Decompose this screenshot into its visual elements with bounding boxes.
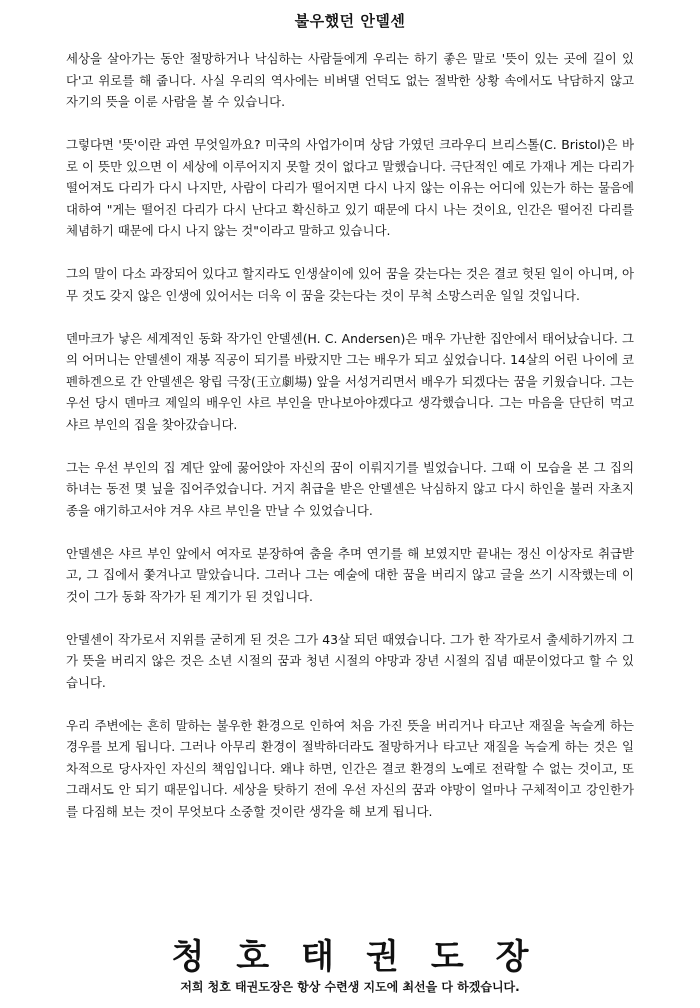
dojang-slogan: 저희 청호 태권도장은 항상 수련생 지도에 최선을 다 하겠습니다. (180, 980, 520, 994)
paragraph: 안델센은 샤르 부인 앞에서 여자로 분장하여 춤을 추며 연기를 해 보였지만 끝내는 정신 이상자로 취급받고, 그 집에서 쫓겨나고 말았습니다. 그러나 그는 예술에 대한 꿈을 버리지 않고 글을 쓰기 시작했는데 이것이 그가 동화 작가가 된 계기가 된 것입니다. (66, 545, 634, 604)
paragraph: 세상을 살아가는 동안 절망하거나 낙심하는 사람들에게 우리는 하기 좋은 말로 '뜻이 있는 곳에 길이 있다'고 위로를 해 줍니다. 사실 우리의 역사에는 비벼댈 언덕도 없는 절박한 상황 속에서도 낙담하지 않고 자기의 뜻을 이룬 사람을 볼 수 있습니다. (66, 51, 634, 109)
paragraph: 그는 우선 부인의 집 계단 앞에 꿇어앉아 자신의 꿈이 이뤄지기를 빌었습니다. 그때 이 모습을 본 그 집의 하녀는 동전 몇 닢을 집어주었습니다. 거지 취급을 받은 안델센은 낙심하지 않고 다시 하인을 불러 자초지종을 얘기하고서야 겨우 샤르 부인을 만날 수 있었습니다. (66, 459, 634, 518)
document-body (66, 48, 634, 844)
paragraph: 안델센이 작가로서 지위를 굳히게 된 것은 그가 43살 되던 때였습니다. 그가 한 작가로서 출세하기까지 그가 뜻을 버리지 않은 것은 소년 시절의 꿈과 청년 시절의 야망과 장년 시절의 집념 때문이었다고 할 수 있습니다. (66, 631, 634, 690)
paragraph: 그렇다면 '뜻'이란 과연 무엇일까요? 미국의 사업가이며 상담 가였던 크라우디 브리스톨(C. Bristol)은 바로 이 뜻만 있으면 이 세상에 이루어지지 못할 것이 없다고 말했습니다. 극단적인 예로 가재나 게는 다리가 떨어져도 다리가 다시 나지만, 사람이 다리가 떨어지면 다시 나지 않는 이유는 어디에 있는가 하는 물음에 대하여 "게는 떨어진 다리가 다시 난다고 확신하고 있기 때문에 다시 나는 것이요, 인간은 떨어진 다리를 체념하기 때문에 다시 나지 않는 것"이라고 말하고 있습니다. (66, 137, 634, 238)
paragraph: 우리 주변에는 흔히 말하는 불우한 환경으로 인하여 처음 가진 뜻을 버리거나 타고난 재질을 녹슬게 하는 경우를 보게 됩니다. 그러나 아무리 환경이 절박하더라도 절망하거나 타고난 재질을 녹슬게 하는 것은 일차적으로 당사자인 자신의 책임입니다. 왜냐 하면, 인간은 결코 환경의 노예로 전락할 수 없는 것이고, 또 그래서도 안 되기 때문입니다. 세상을 탓하기 전에 우선 자신의 꿈과 야망이 얼마나 구체적이고 강인한가를 다짐해 보는 것이 무엇보다 소중할 것이란 생각을 해 보게 됩니다. (66, 717, 634, 819)
dojang-name: 청호태권도장 (171, 937, 561, 977)
paragraph: 그의 말이 다소 과장되어 있다고 할지라도 인생살이에 있어 꿈을 갖는다는 것은 결코 헛된 일이 아니며, 아무 것도 갖지 않은 인생에 있어서는 더욱 이 꿈을 갖는다는 것이 무척 소망스러운 일일 것입니다. (66, 266, 634, 303)
paragraph: 덴마크가 낳은 세계적인 동화 작가인 안델센(H. C. Andersen)은 매우 가난한 집안에서 태어났습니다. 그의 어머니는 안델센이 재봉 직공이 되기를 바랐지만 그는 배우가 되고 싶었습니다. 14살의 어린 나이에 코펜하겐으로 간 안델센은 왕립 극장(王立劇場) 앞을 서성거리면서 배우가 되겠다는 꿈을 키웠습니다. 그는 우선 당시 덴마크 제일의 배우인 샤르 부인을 만나보아야겠다고 생각했습니다. 그는 마음을 단단히 먹고 샤르 부인의 집을 찾아갔습니다. (66, 330, 634, 432)
document-title: 불우했던 안델센 (294, 12, 406, 30)
